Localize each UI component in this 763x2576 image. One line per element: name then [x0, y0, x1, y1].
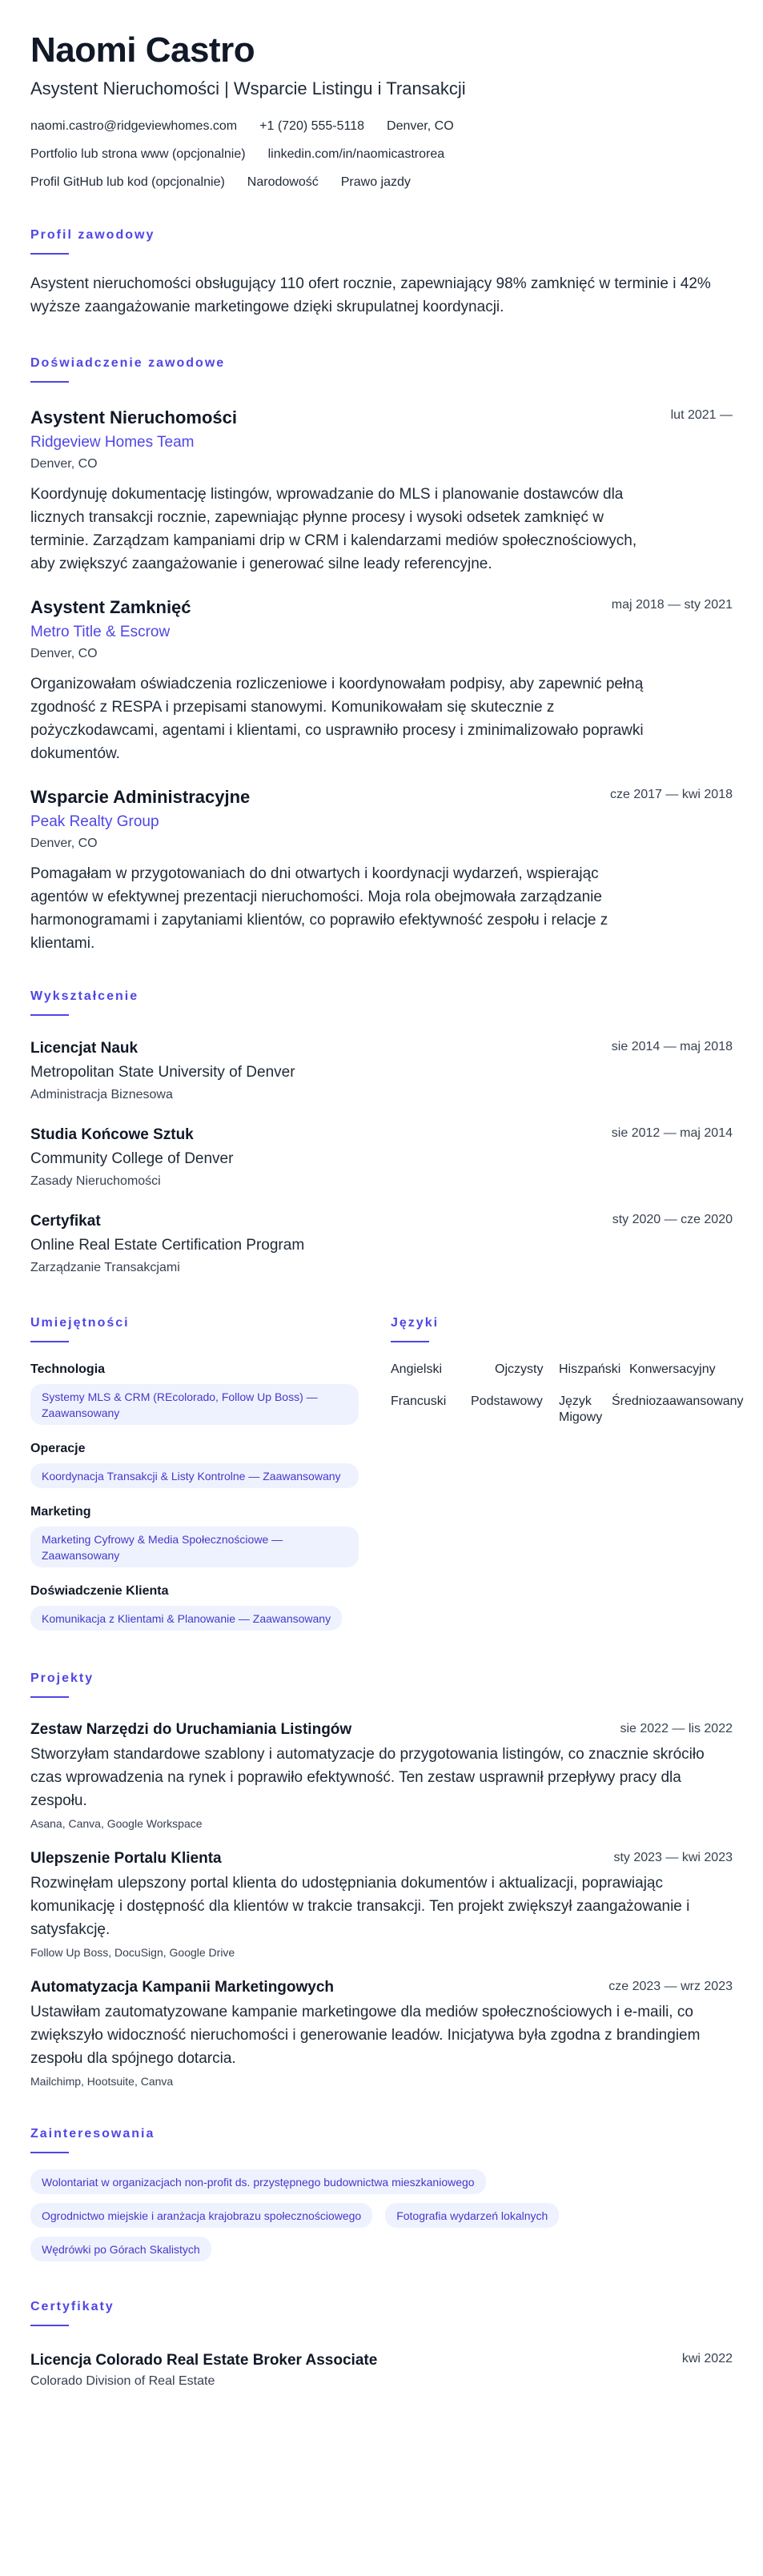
skill-pill: Komunikacja z Klientami & Planowanie — Zaawansowany — [30, 1606, 342, 1631]
languages-row — [391, 1362, 763, 1394]
job-entry — [30, 786, 733, 955]
section-heading: Umiejętności — [30, 1316, 130, 1330]
skill-category-name: Marketing — [30, 1505, 91, 1519]
skill-pill: Marketing Cyfrowy & Media Społecznościowe — Zaawansowany — [30, 1527, 359, 1567]
interest-chip: Fotografia wydarzeń lokalnych — [385, 2203, 559, 2228]
cert-title: Licencja Colorado Real Estate Broker Associate — [30, 2352, 378, 2369]
skill-category — [30, 1362, 359, 1425]
language-level: Ojczysty — [495, 1362, 544, 1376]
education-entry — [30, 1038, 733, 1104]
project-description: Stworzyłam standardowe szablony i automatyzacje do przygotowania listingów, co znacznie skróciło czas wprowadzenia na rynek i poprawiło efektywność. Ten zestaw usprawnił przepływy pracy dla zespołu. — [30, 1746, 705, 1809]
interests-section — [30, 2126, 733, 2270]
language-name: Hiszpański — [559, 1362, 621, 1376]
edu-degree: Studia Końcowe Sztuk — [30, 1126, 194, 1143]
language-name: Angielski — [391, 1362, 443, 1376]
certification-entry — [30, 2350, 733, 2390]
language-level: Konwersacyjny — [629, 1362, 716, 1376]
skill-category — [30, 1504, 359, 1567]
languages-row — [391, 1394, 763, 1426]
skills-column — [30, 1315, 359, 1631]
contact-phone[interactable]: +1 (720) 555-5118 — [259, 119, 365, 133]
skills-languages-section — [30, 1315, 744, 1634]
skill-category-name: Operacje — [30, 1442, 86, 1455]
edu-school: Online Real Estate Certification Program — [30, 1237, 305, 1254]
section-heading: Projekty — [30, 1671, 94, 1685]
job-title: Asystent Nieruchomości — [30, 407, 237, 427]
section-divider — [30, 1014, 69, 1016]
edu-field: Zasady Nieruchomości — [30, 1174, 161, 1188]
project-technologies: Mailchimp, Hootsuite, Canva — [30, 2075, 174, 2088]
language-name: Język Migowy — [559, 1394, 603, 1424]
edu-degree: Certyfikat — [30, 1213, 101, 1230]
interest-chip: Wolontariat w organizacjach non-profit ds. przystępnego budownictwa mieszkaniowego — [30, 2169, 486, 2194]
edu-field: Zarządzanie Transakcjami — [30, 1261, 180, 1274]
extra-info-row — [30, 175, 733, 191]
nationality: Narodowość — [247, 175, 319, 189]
edu-degree: Licencjat Nauk — [30, 1040, 139, 1057]
job-description: Koordynuję dokumentację listingów, wprowadzanie do MLS i planowanie dostawców dla licznych transakcji rocznie, zapewniając płynne procesy i wysoki odsetek zamknięć w terminie. Zarządzam kampaniami drip w CRM i kalendarzami mediów społecznościowych, aby zwiększyć zaangażowanie i generować silne leady referencyjne. — [30, 486, 637, 572]
job-description: Pomagałam w przygotowaniach do dni otwartych i koordynacji wydarzeń, wspierając agentów w efektywnej prezentacji nieruchomości. Moja rola obejmowała zarządzanie harmonogramami i zapytaniami klientów, co poprawiło efektywność zespołu i relacje z klientami. — [30, 865, 608, 952]
candidate-name: Naomi Castro — [30, 30, 255, 70]
links-row — [30, 146, 733, 163]
education-section — [30, 989, 733, 1277]
section-heading: Języki — [391, 1316, 440, 1330]
job-entry — [30, 596, 733, 765]
interest-chips — [30, 2169, 733, 2270]
language-level: Podstawowy — [471, 1394, 543, 1408]
job-date: lut 2021 — — [670, 408, 733, 422]
section-divider — [30, 1696, 69, 1698]
project-entry — [30, 1720, 733, 1832]
edu-field: Administracja Biznesowa — [30, 1088, 173, 1101]
profile-summary: Asystent nieruchomości obsługujący 110 ofert rocznie, zapewniający 98% zamknięć w terminie i 42% wyższe zaangażowanie marketingowe dzięki skrupulatnej koordynacji. — [30, 275, 711, 315]
job-company: Ridgeview Homes Team — [30, 434, 195, 451]
job-date: cze 2017 — kwi 2018 — [610, 788, 733, 801]
job-date: maj 2018 — sty 2021 — [611, 598, 733, 612]
project-entry — [30, 1849, 733, 1960]
job-location: Denver, CO — [30, 837, 98, 850]
project-title: Ulepszenie Portalu Klienta — [30, 1850, 222, 1867]
project-date: sie 2022 — lis 2022 — [620, 1722, 733, 1735]
driving-license: Prawo jazdy — [340, 175, 411, 189]
section-divider — [30, 253, 69, 255]
interest-chip: Wędrówki po Górach Skalistych — [30, 2237, 211, 2261]
language-level: Średniozaawansowany — [612, 1394, 744, 1408]
education-entry — [30, 1211, 733, 1277]
section-divider — [30, 2325, 69, 2326]
project-title: Automatyzacja Kampanii Marketingowych — [30, 1979, 335, 1996]
skill-pill: Koordynacja Transakcji & Listy Kontrolne — Zaawansowany — [30, 1463, 359, 1488]
edu-school: Community College of Denver — [30, 1150, 234, 1167]
job-title: Asystent Zamknięć — [30, 597, 191, 617]
contact-email[interactable]: naomi.castro@ridgeviewhomes.com — [30, 119, 238, 133]
project-description: Rozwinęłam ulepszony portal klienta do udostępniania dokumentów i aktualizacji, poprawiając komunikację i dostępność dla klientów w trakcie transakcji. Ten projekt zwiększył zaangażowanie i satysfakcję. — [30, 1875, 690, 1938]
edu-date: sty 2020 — cze 2020 — [612, 1213, 733, 1226]
candidate-headline: Asystent Nieruchomości | Wsparcie Listingu i Transakcji — [30, 78, 466, 98]
job-company: Metro Title & Escrow — [30, 624, 171, 640]
job-location: Denver, CO — [30, 647, 98, 660]
project-date: cze 2023 — wrz 2023 — [608, 1980, 733, 1993]
edu-date: sie 2012 — maj 2014 — [611, 1126, 733, 1140]
cert-date: kwi 2022 — [681, 2352, 733, 2365]
section-heading: Zainteresowania — [30, 2127, 155, 2141]
section-heading: Certyfikaty — [30, 2300, 114, 2313]
skill-pill: Systemy MLS & CRM (REcolorado, Follow Up Boss) — Zaawansowany — [30, 1384, 359, 1425]
linkedin-link[interactable]: linkedin.com/in/naomicastrorea — [267, 147, 445, 161]
skill-category — [30, 1441, 359, 1488]
profile-section — [30, 227, 733, 319]
contact-row — [30, 118, 733, 134]
portfolio-link[interactable]: Portfolio lub strona www (opcjonalnie) — [30, 147, 246, 161]
section-divider — [30, 381, 69, 383]
project-date: sty 2023 — kwi 2023 — [613, 1851, 733, 1864]
experience-section — [30, 355, 733, 955]
project-description: Ustawiłam zautomatyzowane kampanie marketingowe dla mediów społecznościowych i e-maili, co zwiększyło widoczność nieruchomości i generowanie leadów. Inicjatywa była zgodna z brandingiem zespołu dla spójnego dotarcia. — [30, 2004, 701, 2067]
job-title: Wsparcie Administracyjne — [30, 787, 251, 807]
job-description: Organizowałam oświadczenia rozliczeniowe i koordynowałam podpisy, aby zapewnić pełną zgodność z RESPA i przepisami stanowymi. Komunikowałam się skutecznie z pożyczkodawcami, agentami i klientami, co usprawniło procesy i zminimalizowało poprawki dokumentów. — [30, 676, 644, 762]
skill-category — [30, 1583, 359, 1631]
section-heading: Profil zawodowy — [30, 228, 155, 242]
interest-chip: Ogrodnictwo miejskie i aranżacja krajobrazu społecznościowego — [30, 2203, 372, 2228]
cert-issuer: Colorado Division of Real Estate — [30, 2374, 215, 2388]
language-name: Francuski — [391, 1394, 447, 1408]
edu-date: sie 2014 — maj 2018 — [611, 1040, 733, 1053]
skill-category-name: Doświadczenie Klienta — [30, 1584, 169, 1598]
certifications-section — [30, 2299, 733, 2390]
github-link[interactable]: Profil GitHub lub kod (opcjonalnie) — [30, 175, 225, 189]
section-heading: Doświadczenie zawodowe — [30, 356, 226, 370]
project-entry — [30, 1978, 733, 2089]
section-heading: Wykształcenie — [30, 989, 139, 1003]
section-divider — [30, 1341, 69, 1342]
job-company: Peak Realty Group — [30, 813, 159, 830]
job-entry — [30, 407, 733, 576]
skill-category-name: Technologia — [30, 1362, 106, 1376]
project-technologies: Follow Up Boss, DocuSign, Google Drive — [30, 1946, 235, 1959]
edu-school: Metropolitan State University of Denver — [30, 1064, 295, 1081]
job-location: Denver, CO — [30, 457, 98, 471]
projects-section — [30, 1671, 733, 2089]
section-divider — [30, 2152, 69, 2153]
education-entry — [30, 1125, 733, 1190]
resume-header — [30, 30, 733, 191]
languages-column — [391, 1315, 763, 1426]
project-technologies: Asana, Canva, Google Workspace — [30, 1817, 203, 1830]
section-divider — [391, 1341, 429, 1342]
contact-location: Denver, CO — [387, 119, 454, 133]
project-title: Zestaw Narzędzi do Uruchamiania Listingów — [30, 1721, 352, 1738]
